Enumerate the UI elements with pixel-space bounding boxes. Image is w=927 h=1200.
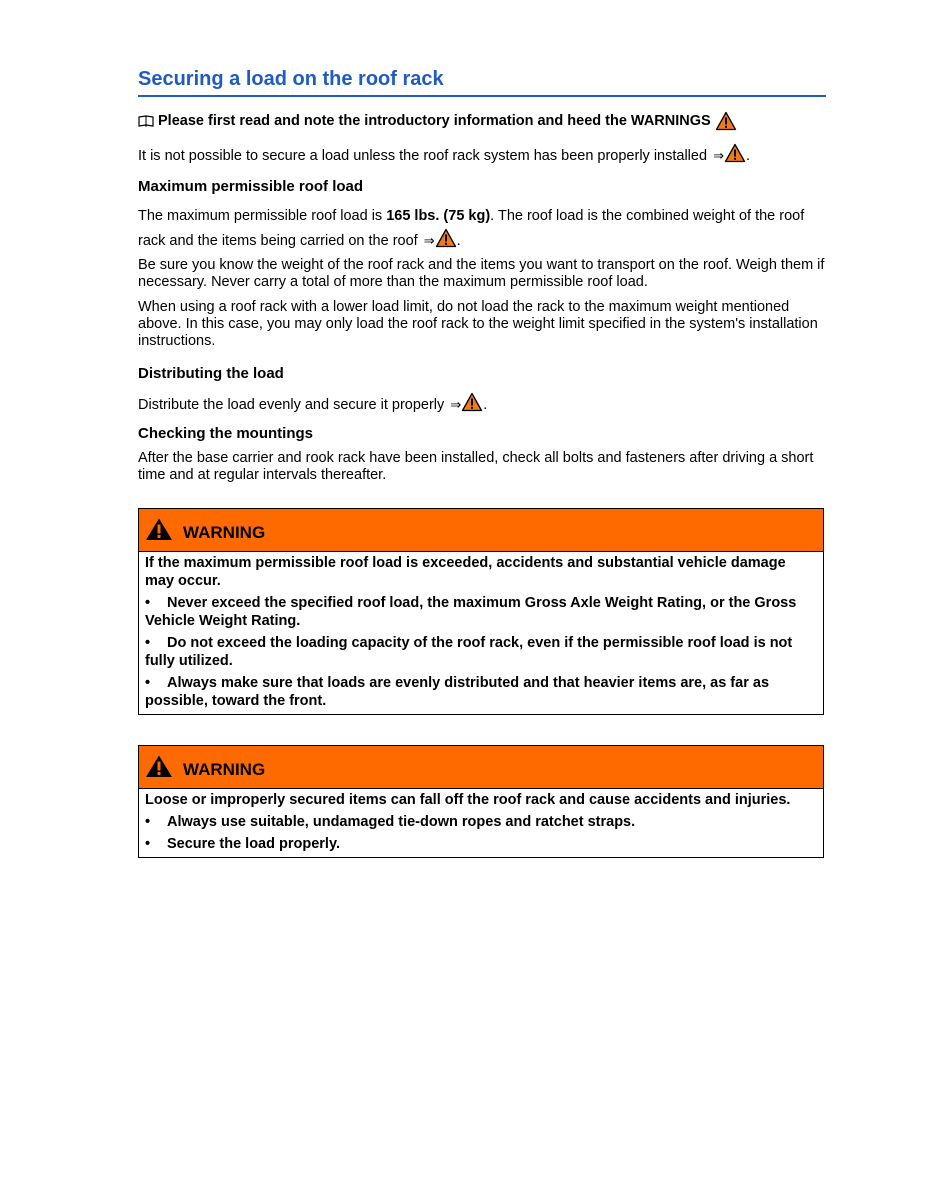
- warning-triangle-icon: [145, 517, 173, 541]
- section-heading-max-load: Maximum permissible roof load: [138, 178, 364, 195]
- mountings-paragraph: After the base carrier and rook rack have been installed, check all bolts and fasteners after driving a short time and at regular intervals thereafter.: [138, 450, 814, 483]
- section-heading-distributing: Distributing the load: [138, 365, 284, 382]
- warning-header: [139, 509, 823, 552]
- bullet-icon: •: [145, 595, 151, 611]
- intro-note: [138, 111, 826, 131]
- warning-triangle-icon[interactable]: [461, 392, 483, 412]
- max-load-value: 165 lbs. (75 kg): [386, 208, 491, 224]
- book-icon: [138, 115, 154, 127]
- list-item: • Do not exceed the loading capacity of the roof rack, even if the permissible roof load is not fully utilized.: [145, 635, 793, 669]
- list-item: • Always use suitable, undamaged tie-down ropes and ratchet straps.: [145, 814, 636, 830]
- bullet-icon: •: [145, 814, 151, 830]
- max-load-paragraph: The maximum permissible roof load is 165 lbs. (75 kg). The roof load is the combined weight of the roof rack and the items being carried on the roof ⇒ .: [138, 208, 805, 249]
- section-heading-mountings: Checking the mountings: [138, 425, 314, 442]
- bullet-icon: •: [145, 635, 151, 651]
- warning-body: [139, 552, 823, 714]
- lead-paragraph: It is not possible to secure a load unless the roof rack system has been properly installed ⇒ .: [138, 143, 826, 165]
- warning-box-roof-load: [138, 508, 824, 715]
- page-title: Securing a load on the roof rack: [138, 66, 826, 97]
- warning-triangle-icon: [715, 111, 737, 131]
- warning-header: [139, 746, 823, 789]
- warning-body: [139, 789, 823, 857]
- warning-triangle-icon[interactable]: [724, 143, 746, 163]
- warning-label: WARNING: [183, 760, 266, 779]
- arrow-right-icon: ⇒: [713, 148, 724, 163]
- warning-triangle-icon[interactable]: [435, 228, 457, 248]
- list-item: • Always make sure that loads are evenly distributed and that heavier items are, as far as possible, toward the front.: [145, 675, 770, 709]
- warning-lead: Loose or improperly secured items can fall off the roof rack and cause accidents and injuries.: [145, 792, 791, 808]
- weight-paragraph: Be sure you know the weight of the roof rack and the items you want to transport on the roof. Weigh them if necessary. Never carry a total of more than the maximum permissible roof load.: [138, 257, 825, 290]
- distribute-paragraph: Distribute the load evenly and secure it properly ⇒ .: [138, 392, 826, 414]
- arrow-right-icon: ⇒: [423, 233, 435, 248]
- list-item: • Never exceed the specified roof load, the maximum Gross Axle Weight Rating, or the Gross Vehicle Weight Rating.: [145, 595, 797, 629]
- bullet-icon: •: [145, 836, 151, 852]
- lower-limit-paragraph: When using a roof rack with a lower load limit, do not load the rack to the maximum weight mentioned above. In this case, you may only load the roof rack to the weight limit specified in the system's installation instructions.: [138, 299, 818, 349]
- list-item: • Secure the load properly.: [145, 836, 340, 852]
- bullet-icon: •: [145, 675, 151, 691]
- warning-label: WARNING: [183, 523, 266, 542]
- warning-lead: If the maximum permissible roof load is exceeded, accidents and substantial vehicle damage may occur.: [145, 555, 786, 589]
- warning-box-loose-items: [138, 745, 824, 858]
- arrow-right-icon: ⇒: [450, 397, 462, 412]
- page: [138, 66, 826, 858]
- intro-text: Please first read and note the introductory information and heed the WARNINGS: [158, 113, 711, 129]
- warning-triangle-icon: [145, 754, 173, 778]
